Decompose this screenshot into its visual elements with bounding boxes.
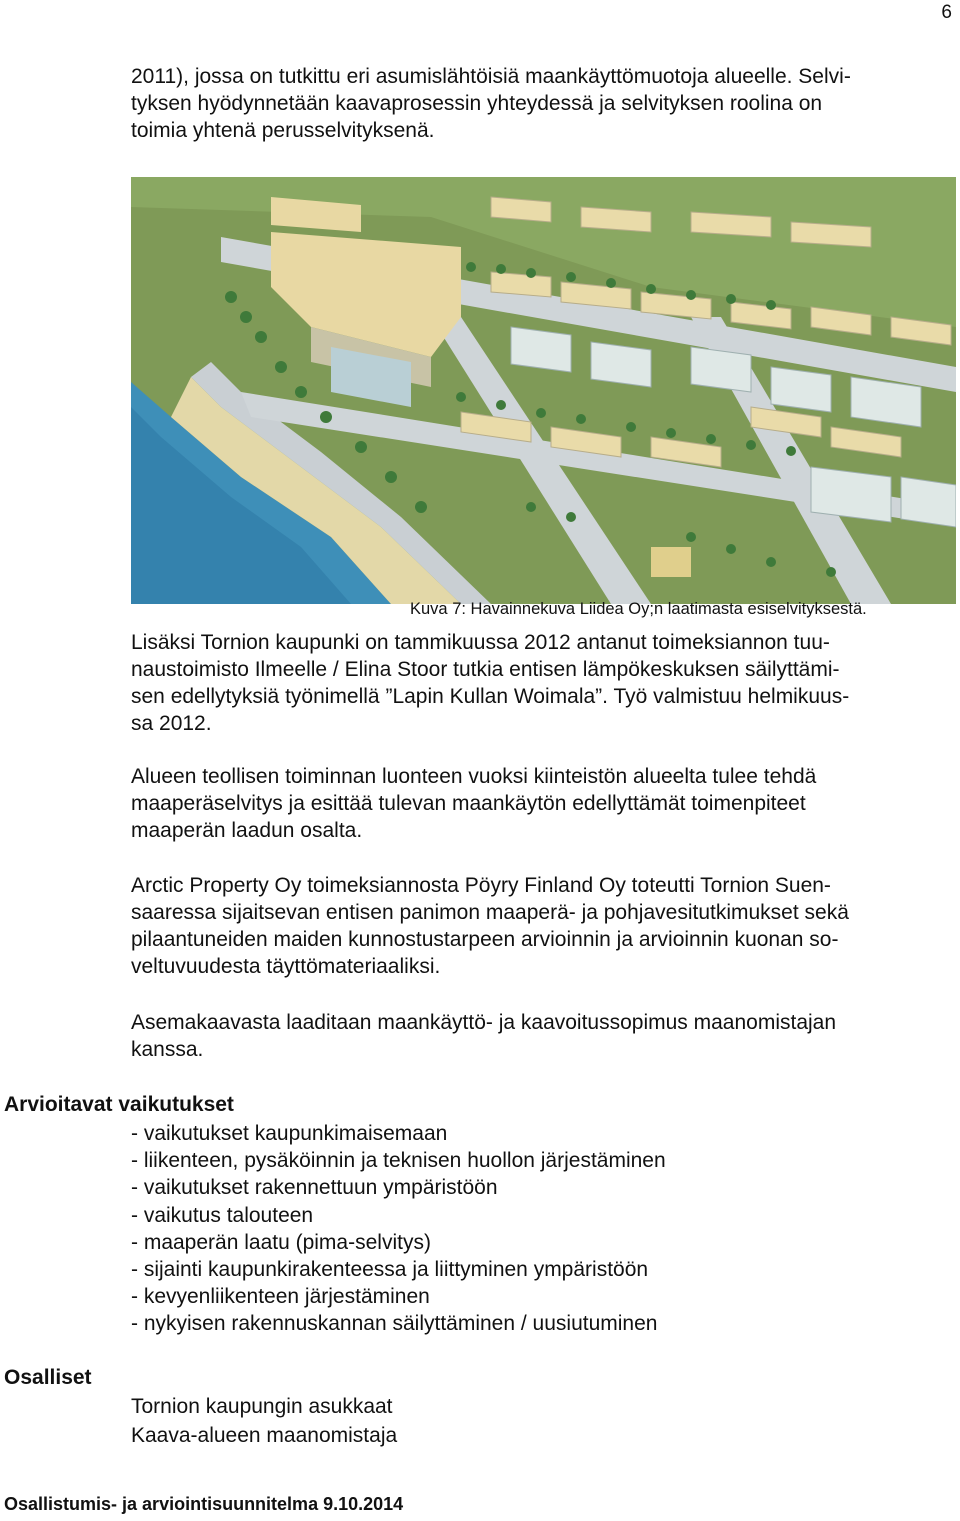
list-item: - maaperän laatu (pima-selvitys) xyxy=(131,1230,431,1254)
list-item: - kevyenliikenteen järjestäminen xyxy=(131,1285,430,1309)
list-item: Kaava-alueen maanomistaja xyxy=(131,1424,398,1447)
section-heading-impacts: Arvioitavat vaikutukset xyxy=(4,1093,234,1116)
text-line: sa 2012. xyxy=(131,712,212,735)
list-item: Tornion kaupungin asukkaat xyxy=(131,1395,393,1418)
paragraph xyxy=(131,629,931,737)
text-line: maaperäselvitys ja esittää tulevan maankäytön edellyttämät toimenpiteet xyxy=(131,792,806,815)
list-item: - vaikutukset rakennettuun ympäristöön xyxy=(131,1176,498,1200)
text-line: pilaantuneiden maiden kunnostustarpeen arvioinnin ja arvioinnin kuonan so- xyxy=(131,928,839,951)
footer: Osallistumis- ja arviointisuunnitelma 9.10.2014 xyxy=(4,1494,404,1514)
list-item: - nykyisen rakennuskannan säilyttäminen / uusiutuminen xyxy=(131,1312,658,1336)
text-line: sen edellytyksiä työnimellä ”Lapin Kullan Woimala”. Työ valmistuu helmikuus- xyxy=(131,685,850,708)
text-line: toimia yhtenä perusselvityksenä. xyxy=(131,119,435,142)
text-line: veltuvuudesta täyttömateriaaliksi. xyxy=(131,955,441,978)
list-item: - liikenteen, pysäköinnin ja teknisen huollon järjestäminen xyxy=(131,1149,666,1173)
list-item: - vaikutukset kaupunkimaisemaan xyxy=(131,1122,448,1145)
page-number: 6 xyxy=(941,2,952,23)
text-line: maaperän laadun osalta. xyxy=(131,819,363,842)
text-line: kanssa. xyxy=(131,1038,204,1061)
text-line: tyksen hyödynnetään kaavaprosessin yhteydessä ja selvityksen roolina on xyxy=(131,92,823,115)
list-item: - sijainti kaupunkirakenteessa ja liittyminen ympäristöön xyxy=(131,1258,649,1282)
text-line: 2011), jossa on tutkittu eri asumislähtöisiä maankäyttömuotoja alueelle. Selvi- xyxy=(131,65,851,88)
paragraph xyxy=(131,872,931,980)
text-line: naustoimisto Ilmeelle / Elina Stoor tutkia entisen lämpökeskuksen säilyttämi- xyxy=(131,658,840,681)
paragraph xyxy=(131,1009,931,1063)
text-line: Lisäksi Tornion kaupunki on tammikuussa 2012 antanut toimeksiannon tuu- xyxy=(131,631,830,654)
intro-paragraph xyxy=(131,63,931,144)
figure-caption: Kuva 7: Havainnekuva Liidea Oy;n laatimasta esiselvityksestä. xyxy=(410,600,867,618)
stakeholders-list xyxy=(131,1392,397,1450)
paragraph xyxy=(131,763,931,844)
impacts-list xyxy=(131,1120,666,1338)
text-line: Alueen teollisen toiminnan luonteen vuoksi kiinteistön alueelta tulee tehdä xyxy=(131,765,817,788)
text-line: saaressa sijaitsevan entisen panimon maaperä- ja pohjavesitutkimukset sekä xyxy=(131,901,849,924)
aerial-illustration xyxy=(131,177,956,604)
aerial-illustration-drawing xyxy=(131,177,956,604)
section-heading-stakeholders: Osalliset xyxy=(4,1366,92,1389)
text-line: Arctic Property Oy toimeksiannosta Pöyry Finland Oy toteutti Tornion Suen- xyxy=(131,874,831,897)
list-item: - vaikutus talouteen xyxy=(131,1203,314,1227)
text-line: Asemakaavasta laaditaan maankäyttö- ja kaavoitussopimus maanomistajan xyxy=(131,1011,837,1034)
